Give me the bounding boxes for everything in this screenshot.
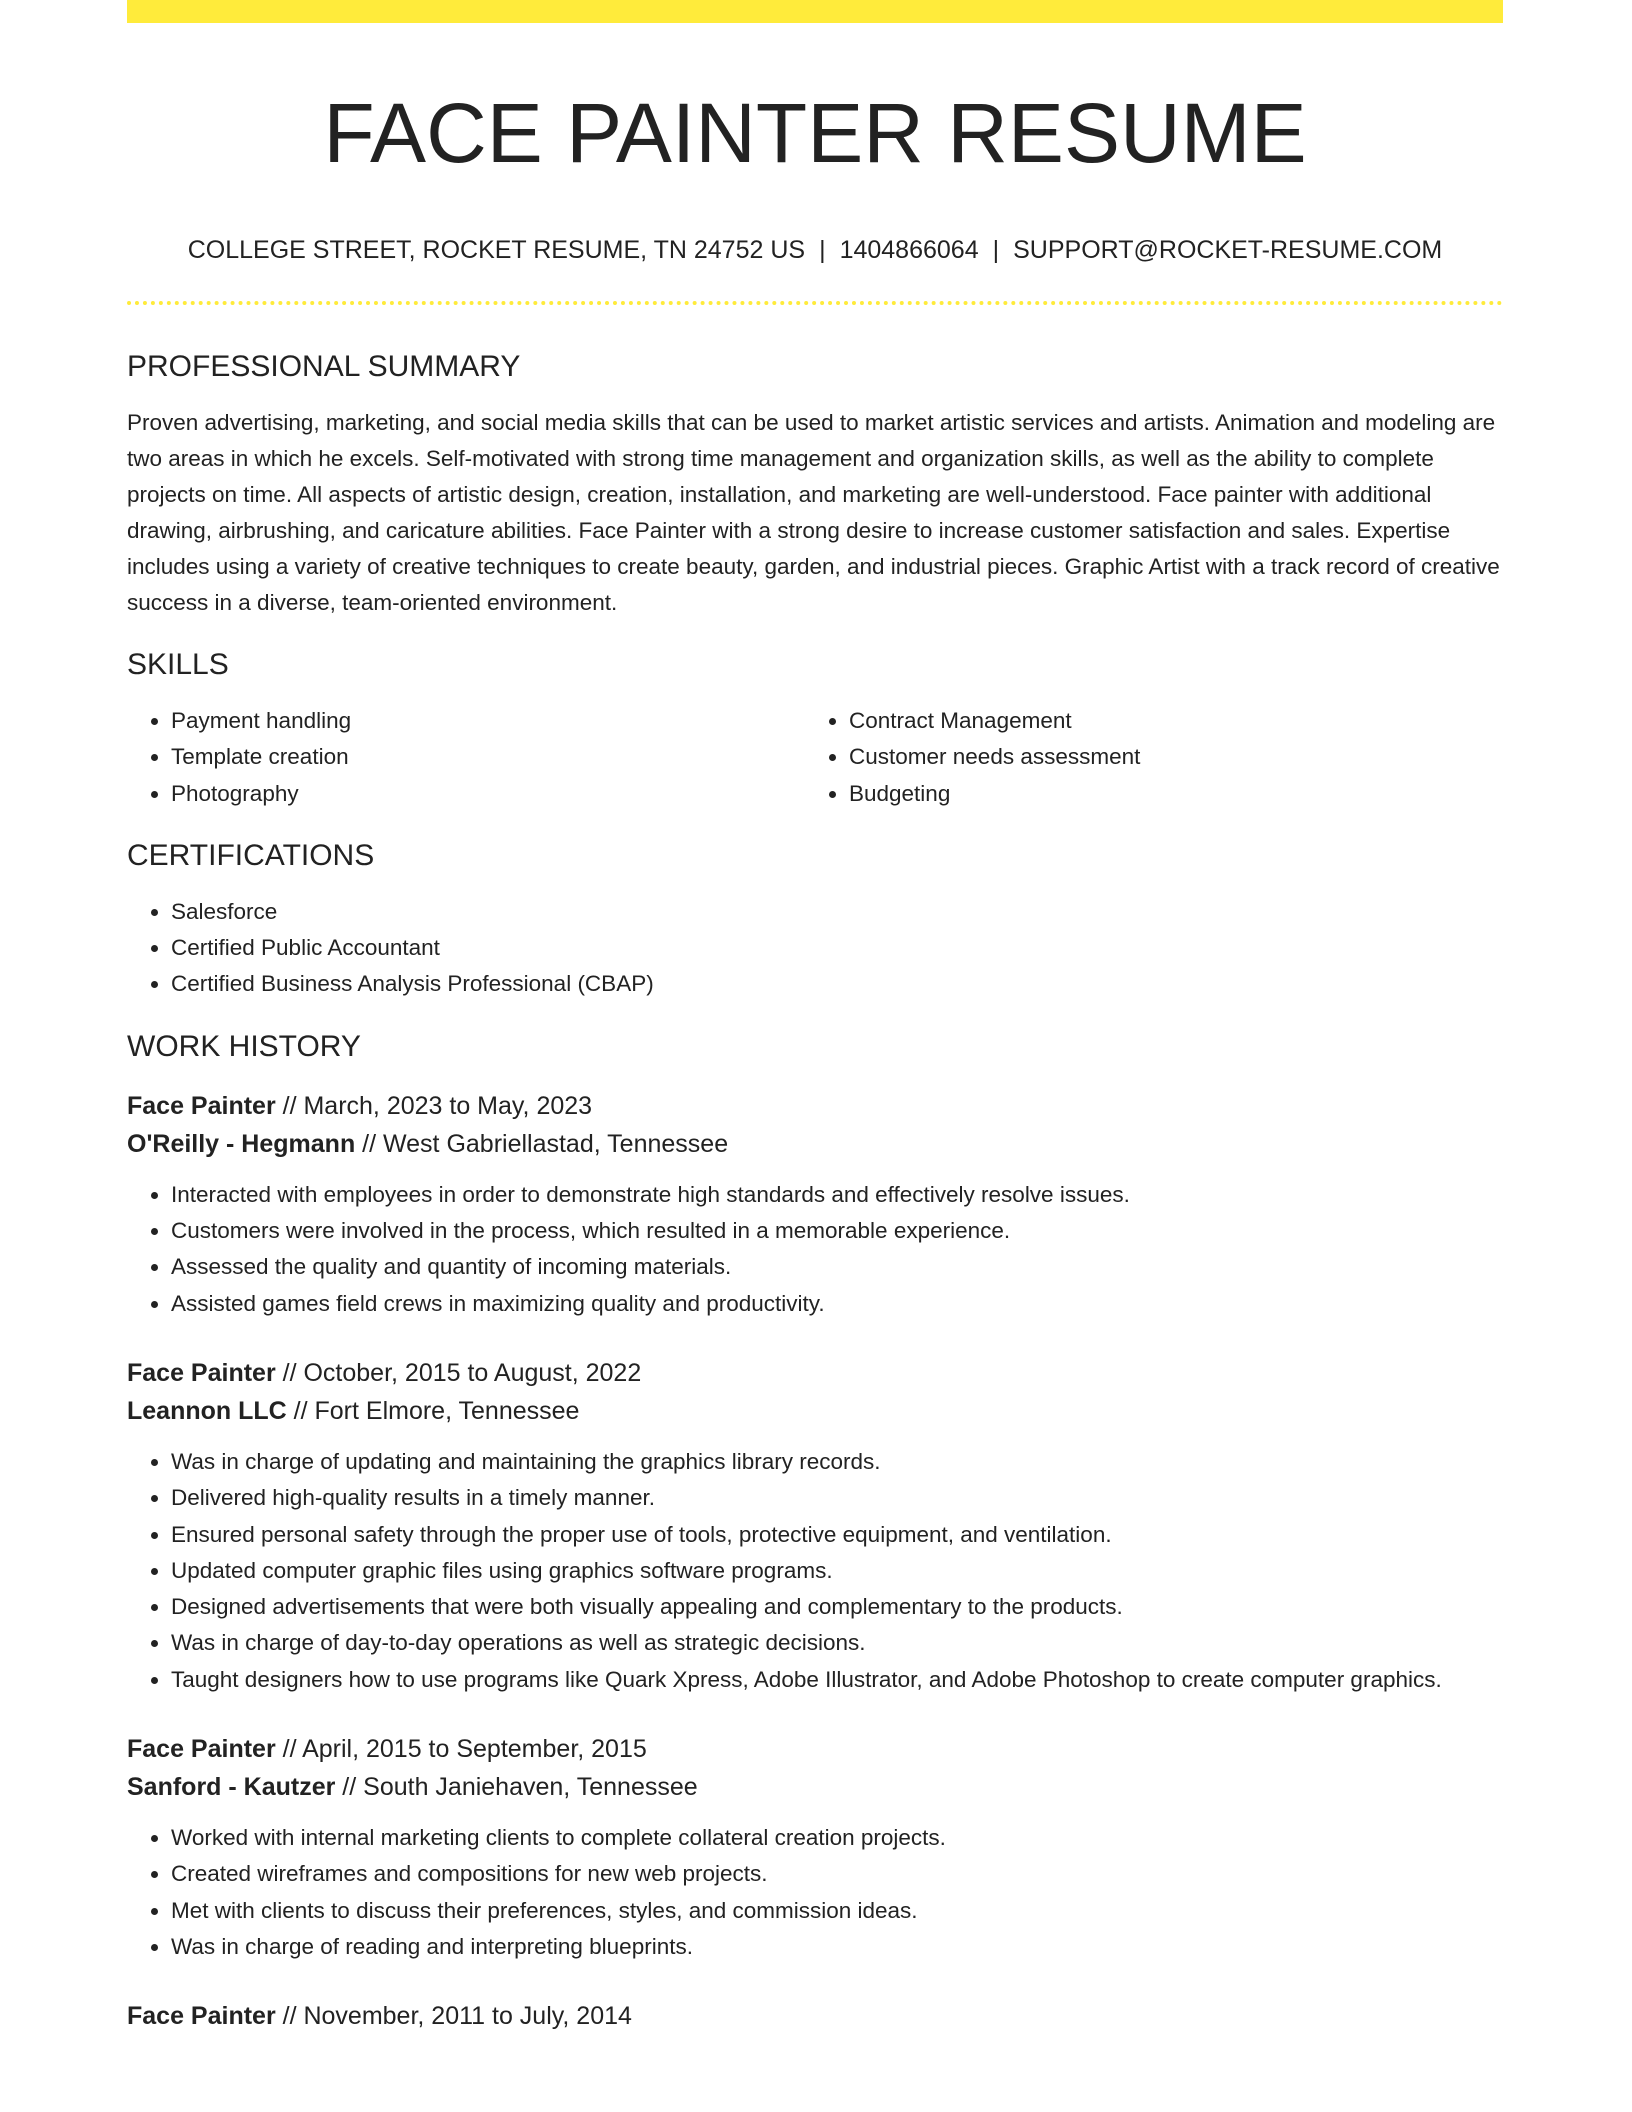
job-title-line	[127, 1354, 1503, 1392]
list-item: • Designed advertisements that were both visually appealing and complementary to the products.	[171, 1589, 1503, 1625]
resume-title: FACE PAINTER RESUME	[323, 86, 1307, 180]
job-dates: // October, 2015 to August, 2022	[275, 1358, 642, 1387]
job-dates: // November, 2011 to July, 2014	[275, 2002, 632, 2031]
list-item: • Budgeting	[849, 776, 1483, 812]
job-location: // South Janiehaven, Tennessee	[335, 1773, 698, 1802]
list-item: • Was in charge of reading and interpreting blueprints.	[171, 1929, 1503, 1965]
resume-page	[127, 0, 1503, 2035]
job-company-line	[127, 1125, 1503, 1163]
list-item: • Customer needs assessment	[849, 739, 1483, 775]
job-company: Leannon LLC	[127, 1396, 287, 1425]
certifications-list	[127, 894, 1503, 1003]
list-item: • Photography	[171, 776, 805, 812]
skills-section	[127, 645, 1503, 812]
list-item: • Updated computer graphic files using graphics software programs.	[171, 1553, 1503, 1589]
job-company-line	[127, 1768, 1503, 1806]
list-item: • Salesforce	[171, 894, 1503, 930]
list-item: • Interacted with employees in order to demonstrate high standards and effectively resolve issues.	[171, 1177, 1503, 1213]
contact-separator: |	[992, 236, 1000, 264]
accent-top-bar	[127, 0, 1503, 23]
skills-heading: SKILLS	[127, 648, 229, 681]
job-role: Face Painter	[127, 1091, 276, 1120]
job-title-line	[127, 1730, 1503, 1768]
list-item: • Assisted games field crews in maximizing quality and productivity.	[171, 1286, 1503, 1322]
work-history-heading: WORK HISTORY	[127, 1029, 361, 1063]
contact-separator: |	[819, 236, 826, 264]
job-entry	[127, 1730, 1503, 1965]
list-item: • Ensured personal safety through the proper use of tools, protective equipment, and ventilation.	[171, 1517, 1503, 1553]
summary-section	[127, 347, 1503, 621]
skills-list-left	[127, 703, 805, 812]
list-item: • Assessed the quality and quantity of incoming materials.	[171, 1249, 1503, 1285]
list-item: • Payment handling	[171, 703, 805, 739]
list-item: • Worked with internal marketing clients to complete collateral creation projects.	[171, 1820, 1503, 1856]
contact-address: COLLEGE STREET, ROCKET RESUME, TN 24752 US	[187, 236, 806, 264]
contact-email[interactable]: SUPPORT@ROCKET-RESUME.COM	[1013, 236, 1443, 264]
certifications-heading: CERTIFICATIONS	[127, 838, 375, 872]
job-dates: // March, 2023 to May, 2023	[275, 1091, 593, 1120]
job-role: Face Painter	[127, 1735, 276, 1764]
job-bullets	[127, 1444, 1503, 1698]
list-item: • Certified Business Analysis Professional (CBAP)	[171, 966, 1503, 1002]
list-item: • Template creation	[171, 739, 805, 775]
job-company-line	[127, 1392, 1503, 1430]
list-item: • Was in charge of day-to-day operations as well as strategic decisions.	[171, 1625, 1503, 1661]
list-item: • Met with clients to discuss their preferences, styles, and commission ideas.	[171, 1893, 1503, 1929]
job-entry	[127, 1997, 1503, 2035]
job-location: // Fort Elmore, Tennessee	[286, 1396, 580, 1425]
certifications-section	[127, 836, 1503, 1003]
job-location: // West Gabriellastad, Tennessee	[355, 1129, 729, 1158]
job-entry	[127, 1087, 1503, 1322]
skills-list-right	[805, 703, 1483, 812]
job-entry	[127, 1354, 1503, 1698]
list-item: • Customers were involved in the process, which resulted in a memorable experience.	[171, 1213, 1503, 1249]
dotted-divider	[127, 301, 1503, 305]
job-role: Face Painter	[127, 1358, 276, 1387]
job-title-line	[127, 1997, 1503, 2035]
skills-columns	[127, 703, 1503, 812]
job-title-line	[127, 1087, 1503, 1125]
summary-heading: PROFESSIONAL SUMMARY	[127, 350, 521, 383]
job-company: Sanford - Kautzer	[127, 1773, 336, 1802]
list-item: • Was in charge of updating and maintaining the graphics library records.	[171, 1444, 1503, 1480]
contact-line	[127, 235, 1503, 265]
job-bullets	[127, 1820, 1503, 1965]
job-role: Face Painter	[127, 2002, 276, 2031]
job-company: O'Reilly - Hegmann	[127, 1129, 356, 1158]
list-item: • Taught designers how to use programs like Quark Xpress, Adobe Illustrator, and Adobe Photoshop to create computer graphics.	[171, 1662, 1503, 1698]
list-item: • Created wireframes and compositions for new web projects.	[171, 1856, 1503, 1892]
job-dates: // April, 2015 to September, 2015	[275, 1735, 647, 1764]
job-bullets	[127, 1177, 1503, 1322]
work-history-section	[127, 1027, 1503, 2035]
list-item: • Contract Management	[849, 703, 1483, 739]
contact-phone: 1404866064	[839, 236, 979, 264]
summary-text: Proven advertising, marketing, and social media skills that can be used to market artistic services and artists. Animation and modeling are two areas in which he excels. Self-motivated with strong time management and organization skills, as well as the ability to complete projects on time. All aspects of artistic design, creation, installation, and marketing are well-understood. Face painter with additional drawing, airbrushing, and caricature abilities. Face Painter with a strong desire to increase customer satisfaction and sales. Expertise includes using a variety of creative techniques to create beauty, garden, and industrial pieces. Graphic Artist with a track record of creative success in a diverse, team-oriented environment.	[127, 410, 1500, 615]
list-item: • Certified Public Accountant	[171, 930, 1503, 966]
list-item: • Delivered high-quality results in a timely manner.	[171, 1480, 1503, 1516]
